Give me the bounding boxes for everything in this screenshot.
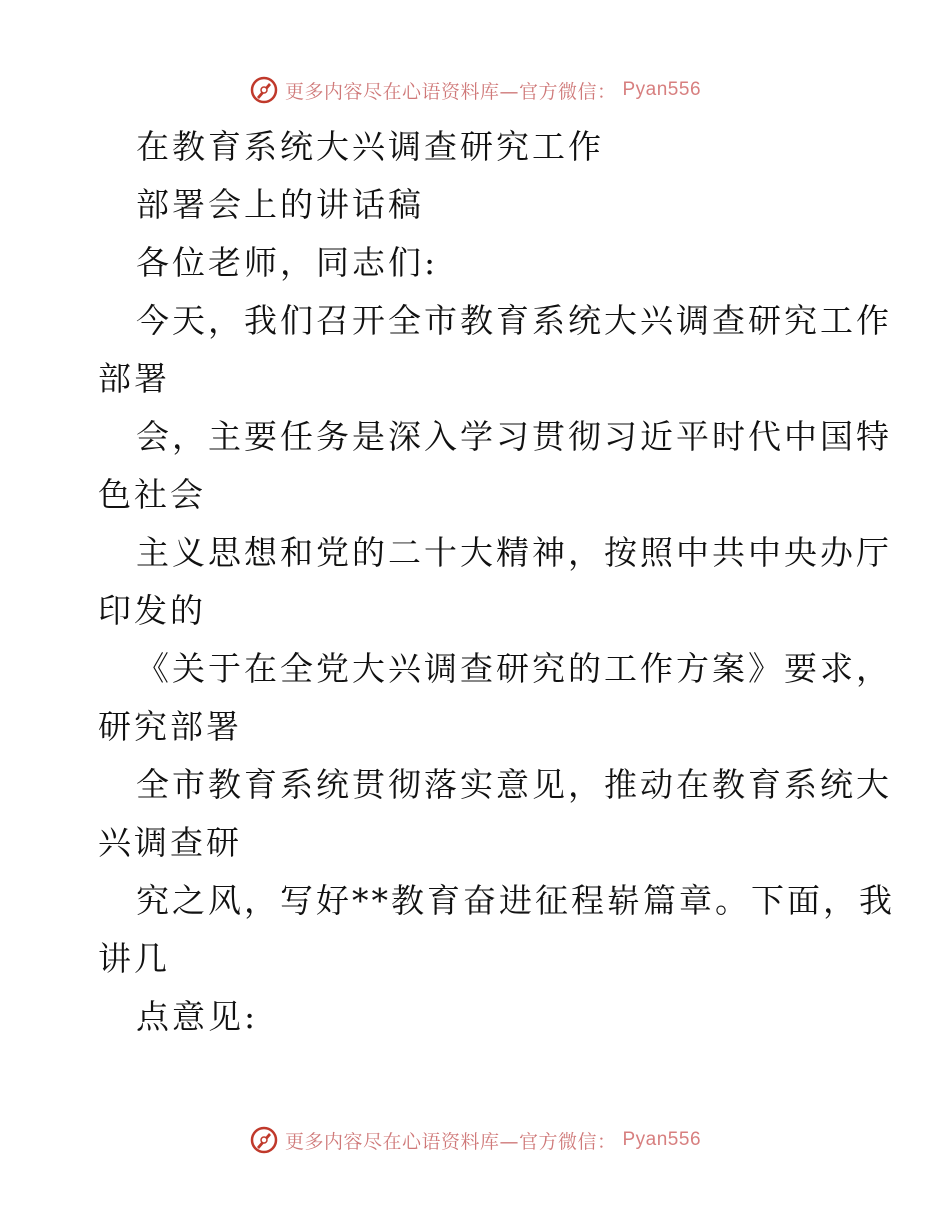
header-watermark [0, 70, 950, 110]
document-title-line-2: 部署会上的讲话稿 [136, 185, 424, 224]
paragraph-line: 《关于在全党大兴调查研究的工作方案》要求， [136, 649, 892, 688]
watermark-wechat-id: Pyan556 [622, 79, 702, 100]
paragraph-line: 主义思想和党的二十大精神，按照中共中央办厅 [136, 533, 892, 572]
paragraph-line: 兴调查研 [98, 823, 242, 862]
watermark-wechat-id: Pyan556 [622, 1129, 702, 1150]
paragraph-line: 研究部署 [98, 707, 242, 746]
quill-logo-icon [249, 75, 279, 105]
watermark-text: 更多内容尽在心语资料库—官方微信： [284, 80, 617, 103]
footer-watermark [0, 1120, 950, 1160]
paragraph-line: 部署 [98, 359, 170, 398]
paragraph-line: 究之风，写好**教育奋进征程崭篇章。下面，我 [136, 881, 895, 920]
watermark-text: 更多内容尽在心语资料库—官方微信： [284, 1130, 617, 1153]
paragraph-line: 点意见: [136, 997, 259, 1036]
paragraph-line: 讲几 [98, 939, 170, 978]
paragraph-line: 印发的 [98, 591, 206, 630]
paragraph-line: 全市教育系统贯彻落实意见，推动在教育系统大 [136, 765, 892, 804]
paragraph-line: 会，主要任务是深入学习贯彻习近平时代中国特 [136, 417, 892, 456]
paragraph-line: 色社会 [98, 475, 206, 514]
quill-logo-icon [249, 1125, 279, 1155]
document-title-line-1: 在教育系统大兴调查研究工作 [136, 127, 604, 166]
document-body [98, 118, 895, 1046]
salutation: 各位老师，同志们: [136, 243, 439, 282]
paragraph-line: 今天，我们召开全市教育系统大兴调查研究工作 [136, 301, 892, 340]
